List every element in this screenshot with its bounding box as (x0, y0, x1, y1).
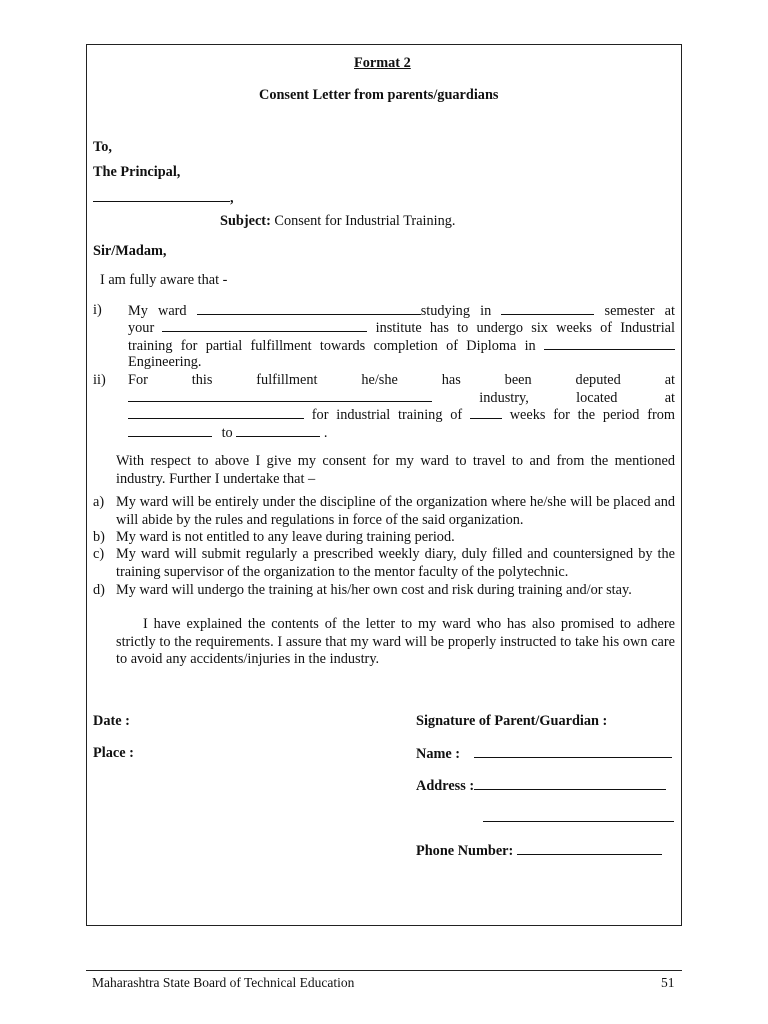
salutation: Sir/Madam, (93, 243, 167, 259)
phone-label: Phone Number: (416, 843, 514, 859)
item-ii-text: for industrial training of (311, 407, 463, 423)
item-ii-word: For (128, 372, 148, 388)
item-i-text: My ward (128, 303, 187, 319)
to-date-blank (236, 424, 320, 437)
item-ii-line-4 (128, 424, 327, 442)
item-ii-line-3 (128, 406, 675, 425)
item-ii-marker: ii) (93, 372, 106, 388)
item-ii-word: been (504, 372, 532, 388)
semester-blank (501, 302, 594, 315)
subject-text: Consent for Industrial Training. (274, 213, 456, 229)
address-blank-1[interactable] (474, 777, 666, 790)
name-field (416, 745, 672, 763)
format-label: Format 2 (354, 55, 411, 71)
item-ii-word: he/she (361, 372, 398, 388)
item-ii-text: located (576, 390, 618, 406)
undertaking-a: My ward will be entirely under the discipline of the organization where he/she will be placed and will abide by the rules and regulations in force of the said organization. (116, 494, 675, 528)
weeks-blank (470, 406, 502, 419)
to-label: To, (93, 139, 112, 155)
undertaking-d: My ward will undergo the training at his/her own cost and risk during training and/or stay. (116, 582, 632, 598)
item-ii-word: this (191, 372, 213, 388)
item-i-line-4: Engineering. (128, 354, 202, 370)
item-i-text: your (128, 320, 155, 336)
page-number: 51 (661, 975, 675, 990)
undertaking-a-marker: a) (93, 494, 105, 510)
item-ii-word: has (441, 372, 461, 388)
item-i-text: studying in (420, 303, 492, 319)
address-blank-2[interactable] (483, 809, 674, 822)
footer-divider (86, 970, 682, 971)
address-line-2 (483, 809, 674, 827)
item-ii-text: . (323, 425, 328, 441)
intro-text: I am fully aware that - (100, 272, 228, 288)
item-ii-line-1 (128, 372, 675, 390)
undertaking-b: My ward is not entitled to any leave during training period. (116, 529, 455, 545)
undertaking-c: My ward will submit regularly a prescribed weekly diary, duly filled and countersigned by the training supervisor of the organization to the mentor faculty of the polytechnic. (116, 546, 675, 580)
item-ii-text: to (221, 425, 233, 441)
item-i-text: institute has to undergo six weeks of Industrial (375, 320, 675, 336)
institute-name-blank (93, 189, 230, 202)
industry-blank (128, 389, 432, 402)
closing-paragraph: I have explained the contents of the letter to my ward who has also promised to adhere strictly to the requirements. I assure that my ward will be properly instructed to take his own care to avoid any accidents/injuries in the industry. (116, 616, 675, 667)
signature-label: Signature of Parent/Guardian : (416, 713, 608, 729)
item-ii-line-2 (128, 389, 675, 408)
item-i-text: training for partial fulfillment towards completion of Diploma in (128, 338, 536, 354)
item-i-line-3 (128, 337, 675, 356)
item-i-line-1 (128, 302, 675, 321)
subject-label: Subject: (220, 213, 271, 229)
item-ii-word: at (664, 372, 676, 388)
phone-field (416, 842, 662, 860)
institute-name-line (93, 189, 234, 207)
undertaking-c-marker: c) (93, 546, 105, 562)
consent-paragraph: With respect to above I give my consent for my ward to travel to and from the mentioned industry. Further I undertake that – (116, 453, 675, 487)
undertaking-b-marker: b) (93, 529, 105, 545)
diploma-branch-blank (544, 337, 675, 350)
footer-org: Maharashtra State Board of Technical Education (92, 975, 355, 990)
item-i-line-2 (128, 319, 675, 338)
item-i-text: semester at (604, 303, 675, 319)
item-ii-word: fulfillment (256, 372, 318, 388)
item-ii-word: deputed (575, 372, 621, 388)
comma: , (230, 190, 234, 206)
name-blank[interactable] (474, 745, 672, 758)
phone-blank[interactable] (517, 842, 662, 855)
name-label: Name : (416, 746, 461, 762)
subject-line (220, 213, 456, 230)
institute-blank (162, 319, 367, 332)
from-date-blank (128, 424, 212, 437)
undertaking-d-marker: d) (93, 582, 105, 598)
item-ii-text: weeks for the period from (509, 407, 676, 423)
date-label: Date : (93, 713, 130, 729)
ward-name-blank (197, 302, 421, 315)
item-ii-text: industry, (479, 390, 529, 406)
location-blank (128, 406, 304, 419)
page-title: Consent Letter from parents/guardians (259, 87, 499, 103)
place-label: Place : (93, 745, 134, 761)
address-field (416, 777, 666, 795)
item-i-marker: i) (93, 302, 102, 318)
address-label: Address : (416, 778, 475, 794)
item-ii-text: at (664, 390, 676, 406)
principal-label: The Principal, (93, 164, 181, 180)
